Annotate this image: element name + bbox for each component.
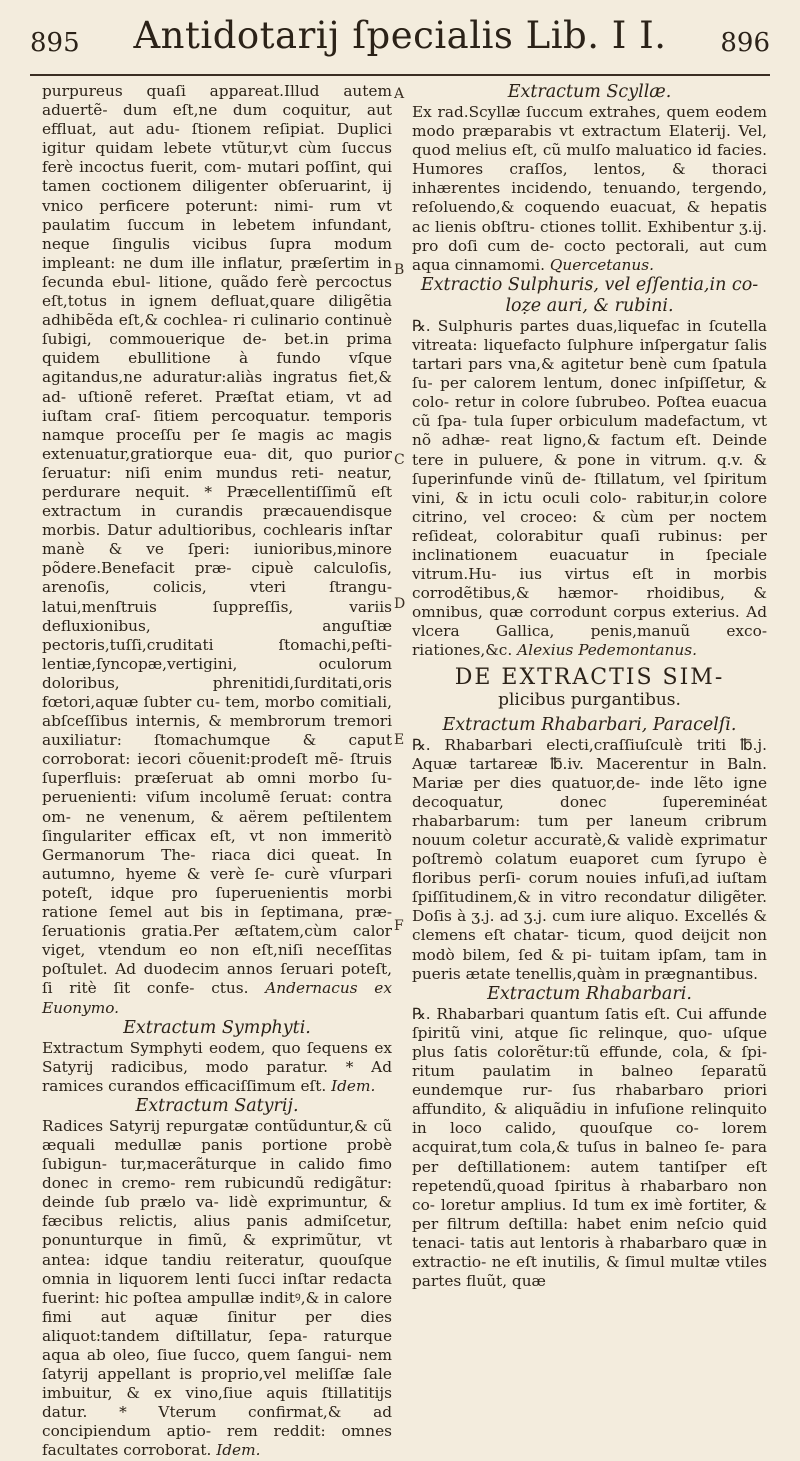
left-column — [42, 82, 392, 1461]
paragraph-text: Ex rad.Scyllæ ſuccum extrahes, quem eodem modo præparabis vt extractum Elaterij. Vel, quod melius eſt, cũ mulſo maluatico id facies. Humores craſſos, lentos, & thoraci inhærentes incidendo, tenuando, tergendo, reſoluendo,& coquendo euacuat, & hepatis ac lienis obſtru- ctiones tollit. Exhibentur ʒ.ij. pro doſi cum de- cocto pectorali, aut cum aqua cinnamomi. — [412, 103, 767, 274]
paragraph-text: Radices Satyrij repurgatæ contũduntur,& cũ æquali medullæ panis portione probè ſubigun- tur,macerãturque in calido fimo donec in cremo- rem rubicundũ redigãtur: deinde ſub prælo va- lidè exprimuntur, & fæcibus relictis, alius panis admiſcetur, ponunturque in fimũ, & exprimũtur, vt antea: idque tandiu reiteratur, quouſque omnia in liquorem lenti ſucci inſtar redacta fuerint: hic poſtea ampullæ inditꝰ,& in calore fimi aut aquæ ſinitur per dies aliquot:tandem diſtillatur, ſepa- raturque aqua ab oleo, ſiue ſucco, quem ſangui- nem ſatyrij appellant is proprio,vel meliſſæ ſale imbuitur, & ex vino,ſiue aquis ſtillatitijs datur. * Vterum confirmat,& ad concipiendum aptio- rem reddit: omnes facultates corroborat. — [42, 1116, 392, 1460]
paragraph-text: ℞. Rhabarbari quantum ſatis eſt. Cui affunde ſpiritũ vini, atque ſic relinque, quo- uſque plus ſatis colorẽtur:tũ effunde, cola, & ſpi- ritum paulatim in balneo ſeparatũ eundemque rur- ſus rhabarbaro priori affundito, & aliquãdiu in infuſione relinquito in loco calido, quouſque co- lorem acquirat,tum cola,& tuſus in balneo ſe- para per deſtillationem: autem tantiſper eſt repetendũ,quoad ſpiritus à rhabarbaro non co- loretur amplius. Id tum ex imè fortiter, & per filtrum deſtilla: habet enim neſcio quid tenaci- tatis aut lentoris à rhabarbaro quæ in extractio- ne eſt inutilis, & ſimul multæ vtiles partes fluũt, quæ — [412, 1004, 767, 1291]
source-citation: Idem. — [331, 1076, 376, 1095]
source-citation: Alexius Pedemontanus. — [517, 641, 697, 660]
heading-extractum-satyrii: Extractum Satyrij. — [135, 1095, 299, 1116]
paragraph-text: purpureus quaſi appareat.Illud autem aduertẽ- dum eſt,ne dum coquitur, aut effluat, aut adu- ſtionem reſipiat. Duplici igitur quidam lebete vtũtur,vt cùm ſuccus ferè incoctus fuerit, com- mutari poſſint, qui tamen coctionem diligenter obſeruarint, ij vnico perficere poterunt: nimi- rum vt paulatim ſuccum in lebetem infundant, neque ſingulis vicibus ſupra modum impleant: ne dum ille inflatur, præſertim in ſecunda ebul- litione, quãdo ferè percoctus eſt,totus in ignem defluat,quare diligẽtia adhibẽda eſt,& cochlea- ri culinario continuè ſubigi, commouerique de- bet.in prima quidem ebullitione à fundo vſque agitandus,ne aduratur:aliàs ingratus fiet,& ad- uſtionẽ referet. Præſtat etiam, vt ad iuſtam craſ- ſitiem percoquatur. temporis namque proceſſu per ſe magis ac magis extenuatur,gratiorque eua- dit, quo purior ſeruatur: niſi enim mundus reti- neatur, perdurare nequit. * Præcellentiſſimũ eſt extractum in curandis præcauendisque morbis. Datur adultioribus, cochlearis inſtar manè & ve ſperi: iunioribus,minore põdere.Benefacit præ- cipuè calculoſis, arenoſis, colicis, vteri ſtrangu- latui,menſtruis ſuppreſſis, variis defluxionibus, anguſtiæ pectoris,tuſſi,cruditati ſtomachi,peſti- lentiæ,ſyncopæ,vertigini, oculorum doloribus, phrenitidi,ſurditati,oris fœtori,aquæ ſubter cu- tem, morbo comitiali, abſceſſibus internis, & membrorum tremori auxiliatur: ſtomachumque & caput corroborat: iecori cõuenit:prodeſt mẽ- ſtruis ſuperfluis: præſeruat ab omni morbo ſu- peruenienti: viſum incolumẽ ſeruat: contra om- ne venenum, & aërem peſtilentem ſingulariter efficax eſt, vt non immeritò Germanorum The- riaca dici queat. In autumno, hyeme & verè ſe- curè vſurpari poteſt, idque pro ſuperuenientis morbi ratione ſemel aut bis in ſeptimana, præ- ſeruationis gratia.Per æſtatem,cùm calor viget, vtendum eo non eſt,niſi neceſſitas poſtulet. Ad duodecim annos ſeruari poteſt, ſi ritè ſit confe- ctus. — [42, 82, 392, 998]
right-column — [412, 82, 767, 1291]
paragraph-text: ℞. Sulphuris partes duas,liquefac in ſcutella vitreata: liquefacto ſulphure inſpergatur ſalis tartari pars vna,& agitetur benè cum ſpatula ſu- per calorem lentum, donec inſpiſſetur, & colo- retur in colore ſubrubeo. Poſtea euacua cũ ſpa- tula ſuper orbiculum madefactum, vt nõ adhæ- reat ligno,& factum eſt. Deinde tere in puluere, & pone in vitrum. q.v. & ſuperinfunde vinũ de- ſtillatum, vel ſpiritum vini, & in ictu oculi colo- rabitur,in colore citrino, vel croceo: & cùm per noctem reſideat, colorabitur quaſi rubinus: per inclinationem euacuatur in ſpeciale vitrum.Hu- ius virtus eſt in morbis corrodẽtibus,& hæmor- rhoidibus, & omnibus, quæ corrodunt corpus exterius. Ad vlcera Gallica, penis,manuũ exco- riationes,&c. — [412, 316, 767, 660]
paragraph-satyrii — [42, 1117, 392, 1461]
heading-extractum-symphyti: Extractum Symphyti. — [123, 1017, 311, 1038]
heading-extractum-rhabarbari: Extractum Rhabarbari. — [487, 983, 692, 1004]
paragraph-rhabarbari-paracelsi — [412, 736, 767, 984]
margin-letter-a: A — [394, 86, 405, 102]
running-title: Antidotarij ſpecialis Lib. I I. — [133, 14, 667, 57]
margin-letter-f: F — [394, 918, 404, 934]
section-subheading: plicibus purgantibus. — [498, 689, 681, 710]
margin-letter-e: E — [394, 732, 405, 748]
page-number-left: 895 — [30, 28, 80, 58]
margin-letter-b: B — [394, 262, 405, 278]
margin-letter-d: D — [394, 596, 406, 612]
paragraph-scyllae — [412, 103, 767, 275]
heading-extractum-scyllae: Extractum Scyllæ. — [507, 82, 672, 102]
paragraph-rhabarbari — [412, 1005, 767, 1291]
source-citation: Andernacus ex Euonymo. — [42, 979, 392, 1017]
heading-rhabarbari-paracelsi: Extractum Rhabarbari, Paracelſi. — [442, 714, 737, 735]
paragraph-extractum-continued — [42, 82, 392, 1018]
source-citation: Idem. — [216, 1441, 261, 1460]
paragraph-text: ℞. Rhabarbari electi,craſſiuſculè triti ℔.j. Aquæ tartareæ ℔.iv. Macerentur in Baln. Mariæ per dies quatuor,de- inde lẽto igne decoquatur, donec ſupereminéat rhabarbarum: tum per laneum cribrum nouum coletur accuratè,& validè exprimatur poſtremò colatum euaporet cum ſyrupo è floribus perſi- corum nouies infuſi,ad iuſtam ſpiſſitudinem,& in vitro recondatur diligẽter. Doſis à ʒ.j. ad ʒ.j. cum iure aliquo. Excellés & clemens eſt chatar- ticum, quod deijcit non modò bilem, ſed & pi- tuitam ipſam, tam in pueris ætate tenellis,quàm in prægnantibus. — [412, 735, 767, 983]
page-number-right: 896 — [720, 28, 770, 58]
margin-letter-c: C — [394, 452, 405, 468]
source-citation: Quercetanus. — [549, 255, 654, 274]
paragraph-text: Extractum Symphyti eodem, quo ſequens ex Satyrij radicibus, modo paratur. * Ad ramices curandos efficaciſſimum eſt. — [42, 1038, 392, 1095]
page-header — [30, 14, 770, 76]
paragraph-sulphuris — [412, 317, 767, 661]
paragraph-symphyti — [42, 1039, 392, 1096]
heading-extractio-sulphuris: Extractio Sulphuris, vel eſſentia,in co- loẓe auri, & rubini. — [420, 274, 759, 316]
section-heading-de-extractis: DE EXTRACTIS SIM- — [454, 664, 725, 690]
